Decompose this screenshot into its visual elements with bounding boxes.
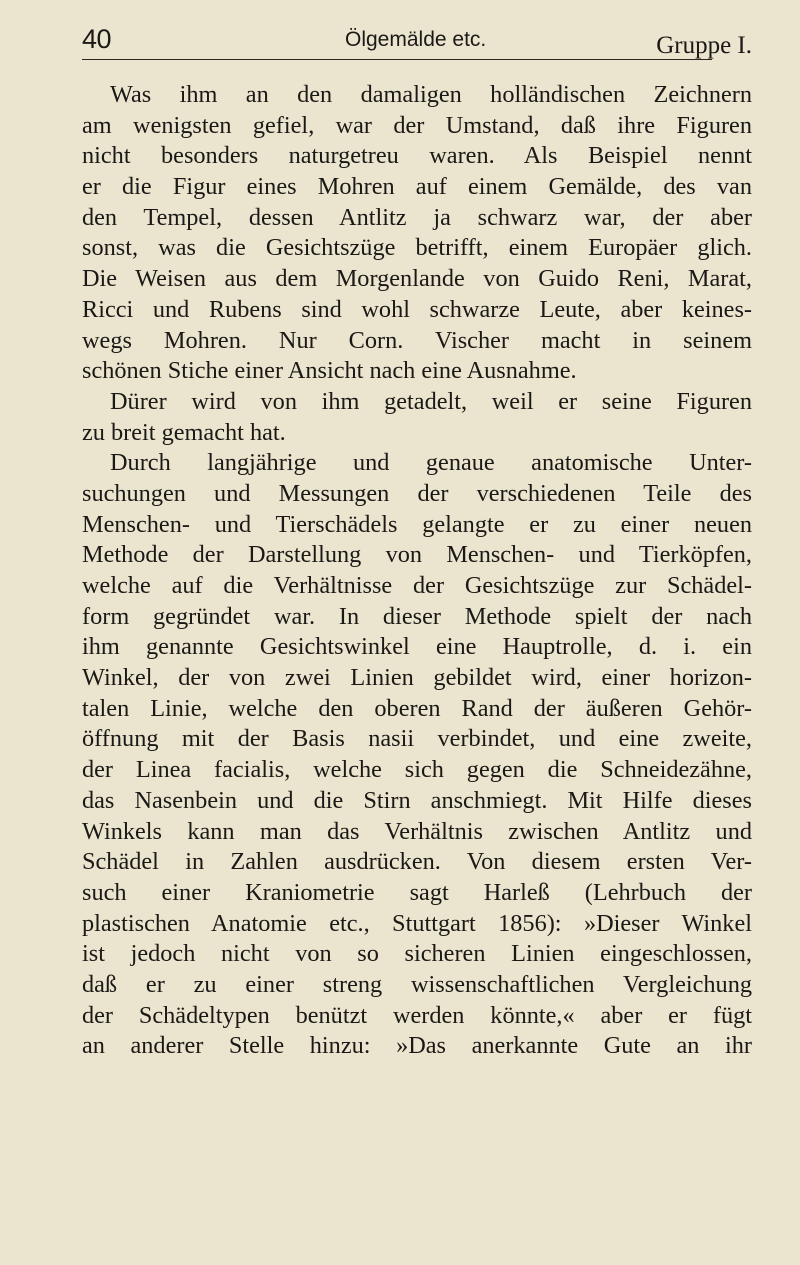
text-line: Methode der Darstellung von Menschen- und Tierköpfen, (82, 541, 752, 569)
text-line: Ricci und Rubens sind wohl schwarze Leute, aber keines- (82, 295, 752, 323)
text-line: sonst, was die Gesichtszüge betrifft, einem Europäer glich. (82, 234, 752, 262)
text-line: Winkel, der von zwei Linien gebildet wird, einer horizon- (82, 664, 752, 692)
text-line: schönen Stiche einer Ansicht nach eine Ausnahme. (82, 357, 577, 385)
text-line: wegs Mohren. Nur Corn. Vischer macht in seinem (82, 326, 752, 354)
text-line: such einer Kraniometrie sagt Harleß (Lehrbuch der (82, 878, 752, 906)
text-line: form gegründet war. In dieser Methode spielt der nach (82, 602, 752, 630)
text-line: Die Weisen aus dem Morgenlande von Guido Reni, Marat, (82, 265, 752, 293)
group-label: Gruppe I. (656, 32, 752, 59)
text-line: das Nasenbein und die Stirn anschmiegt. Mit Hilfe dieses (82, 786, 752, 814)
header-rule (82, 59, 712, 60)
text-line: talen Linie, welche den oberen Rand der äußeren Gehör- (82, 694, 752, 722)
text-line: Durch langjährige und genaue anatomische Unter- (110, 449, 752, 477)
text-line: nicht besonders naturgetreu waren. Als Beispiel nennt (82, 142, 752, 170)
text-line: Menschen- und Tierschädels gelangte er zu einer neuen (82, 510, 752, 538)
text-line: an anderer Stelle hinzu: »Das anerkannte Gute an ihr (82, 1032, 752, 1060)
text-line: öffnung mit der Basis nasii verbindet, und eine zweite, (82, 725, 752, 753)
text-line: der Linea facialis, welche sich gegen die Schneidezähne, (82, 756, 752, 784)
running-title: Ölgemälde etc. (345, 28, 487, 51)
text-line: der Schädeltypen benützt werden könnte,« aber er fügt (82, 1001, 752, 1029)
text-line: daß er zu einer streng wissenschaftlichen Vergleichung (82, 970, 752, 998)
text-line: Winkels kann man das Verhältnis zwischen Antlitz und (82, 817, 752, 845)
text-line: am wenigsten gefiel, war der Umstand, daß ihre Figuren (82, 111, 752, 139)
page-header (82, 22, 752, 66)
text-line: Was ihm an den damaligen holländischen Zeichnern (110, 81, 752, 108)
body-text (82, 80, 752, 1062)
text-line: ihm genannte Gesichtswinkel eine Hauptrolle, d. i. ein (82, 633, 752, 661)
text-line: ist jedoch nicht von so sicheren Linien eingeschlossen, (82, 940, 752, 968)
text-line: suchungen und Messungen der verschiedenen Teile des (82, 479, 752, 507)
text-line: den Tempel, dessen Antlitz ja schwarz war, der aber (82, 203, 752, 231)
text-line: zu breit gemacht hat. (82, 418, 286, 446)
text-line: Dürer wird von ihm getadelt, weil er seine Figuren (110, 387, 752, 415)
text-line: welche auf die Verhältnisse der Gesichtszüge zur Schädel- (82, 572, 752, 599)
page-number: 40 (82, 24, 112, 54)
text-line: plastischen Anatomie etc., Stuttgart 1856): »Dieser Winkel (82, 909, 752, 937)
text-line: er die Figur eines Mohren auf einem Gemälde, des van (82, 173, 752, 201)
text-line: Schädel in Zahlen ausdrücken. Von diesem ersten Ver- (82, 848, 752, 876)
